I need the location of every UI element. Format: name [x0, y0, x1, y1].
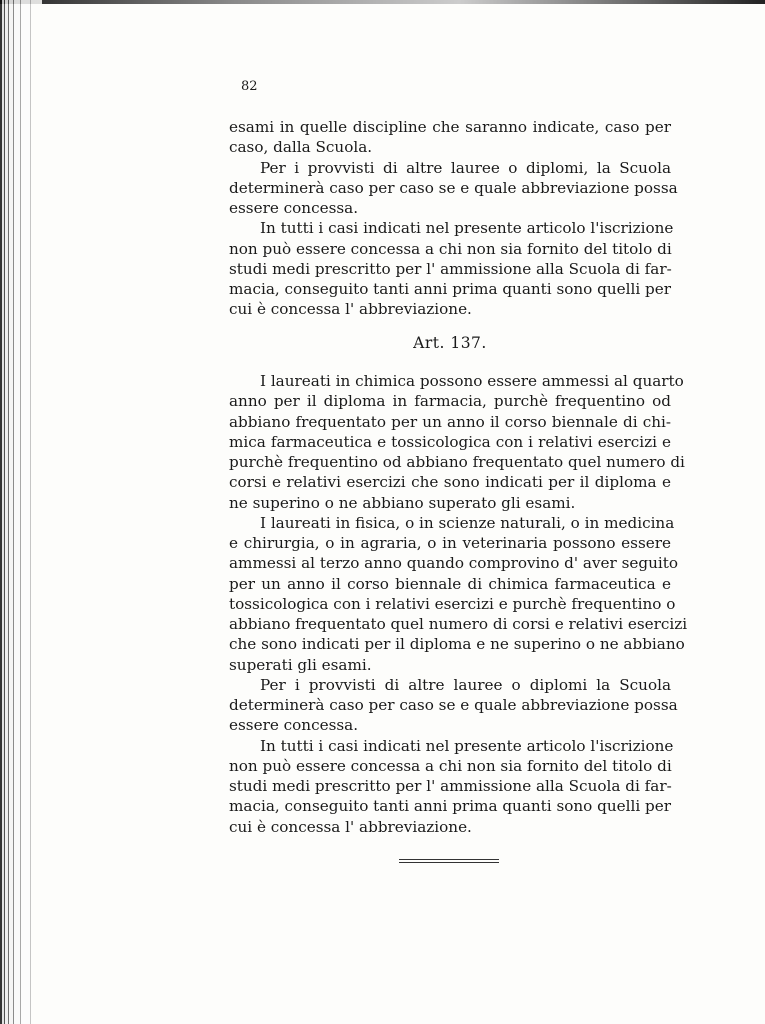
paragraph	[229, 117, 671, 158]
paragraph	[229, 736, 674, 837]
text-line: In tutti i casi indicati nel presente articolo l'iscrizione	[260, 219, 674, 238]
text-line: anno per il diploma in farmacia, purchè frequentino od	[229, 392, 671, 411]
text-line: corsi e relativi esercizi che sono indicati per il diploma e	[229, 473, 671, 492]
text-line: purchè frequentino od abbiano frequentato quel numero di	[229, 453, 685, 471]
page-number: 82	[241, 79, 258, 94]
text-line: cui è concessa l' abbreviazione.	[229, 300, 472, 319]
text-line: Per i provvisti di altre lauree o diplomi, la Scuola	[260, 158, 671, 177]
text-line: macia, conseguito tanti anni prima quanti sono quelli per	[229, 797, 672, 816]
text-line: macia, conseguito tanti anni prima quanti sono quelli per	[229, 280, 672, 298]
text-line: I laureati in fisica, o in scienze naturali, o in medicina	[260, 513, 675, 532]
text-line: ammessi al terzo anno quando comprovino d' aver seguito	[229, 554, 678, 573]
text-line: per un anno il corso biennale di chimica farmaceutica e	[229, 574, 671, 593]
text-line: essere concessa.	[229, 716, 359, 735]
text-line: abbiano frequentato quel numero di corsi e relativi esercizi	[229, 615, 688, 633]
scan-binding-edge	[0, 0, 42, 1024]
text-line: superati gli esami.	[229, 655, 372, 674]
text-line: e chirurgia, o in agraria, o in veterinaria possono essere	[229, 534, 671, 552]
text-line: Per i provvisti di altre lauree o diplomi la Scuola	[260, 675, 671, 694]
end-rule	[399, 859, 499, 863]
text-line: determinerà caso per caso se e quale abbreviazione possa	[229, 696, 678, 714]
text-line: I laureati in chimica possono essere ammessi al quarto	[260, 372, 684, 390]
text-line: che sono indicati per il diploma e ne superino o ne abbiano	[229, 635, 685, 654]
scan-top-edge	[0, 0, 765, 4]
continued-text	[229, 117, 678, 320]
text-line: determinerà caso per caso se e quale abbreviazione possa	[229, 178, 678, 197]
text-line: essere concessa.	[229, 199, 359, 217]
text-line: ne superino o ne abbiano superato gli esami.	[229, 493, 576, 512]
paragraph	[229, 158, 678, 219]
text-line: tossicologica con i relativi esercizi e purchè frequentino o	[229, 594, 676, 613]
text-line: studi medi prescritto per l' ammissione alla Scuola di far-	[229, 259, 672, 278]
text-line: In tutti i casi indicati nel presente articolo l'iscrizione	[260, 736, 674, 755]
article-heading: Art. 137.	[413, 334, 487, 352]
text-line: studi medi prescritto per l' ammissione alla Scuola di far-	[229, 777, 672, 795]
article-body	[229, 371, 688, 837]
text-line: non può essere concessa a chi non sia fornito del titolo di	[229, 756, 672, 775]
text-line: esami in quelle discipline che saranno indicate, caso per	[229, 118, 671, 136]
paragraph	[229, 675, 678, 736]
text-line: non può essere concessa a chi non sia fornito del titolo di	[229, 239, 672, 258]
text-line: abbiano frequentato per un anno il corso biennale di chi-	[229, 412, 671, 431]
paragraph	[229, 218, 674, 319]
paragraph	[229, 371, 685, 513]
text-line: cui è concessa l' abbreviazione.	[229, 817, 472, 836]
paragraph	[229, 513, 688, 675]
text-line: caso, dalla Scuola.	[229, 138, 373, 157]
text-line: mica farmaceutica e tossicologica con i relativi esercizi e	[229, 432, 671, 451]
